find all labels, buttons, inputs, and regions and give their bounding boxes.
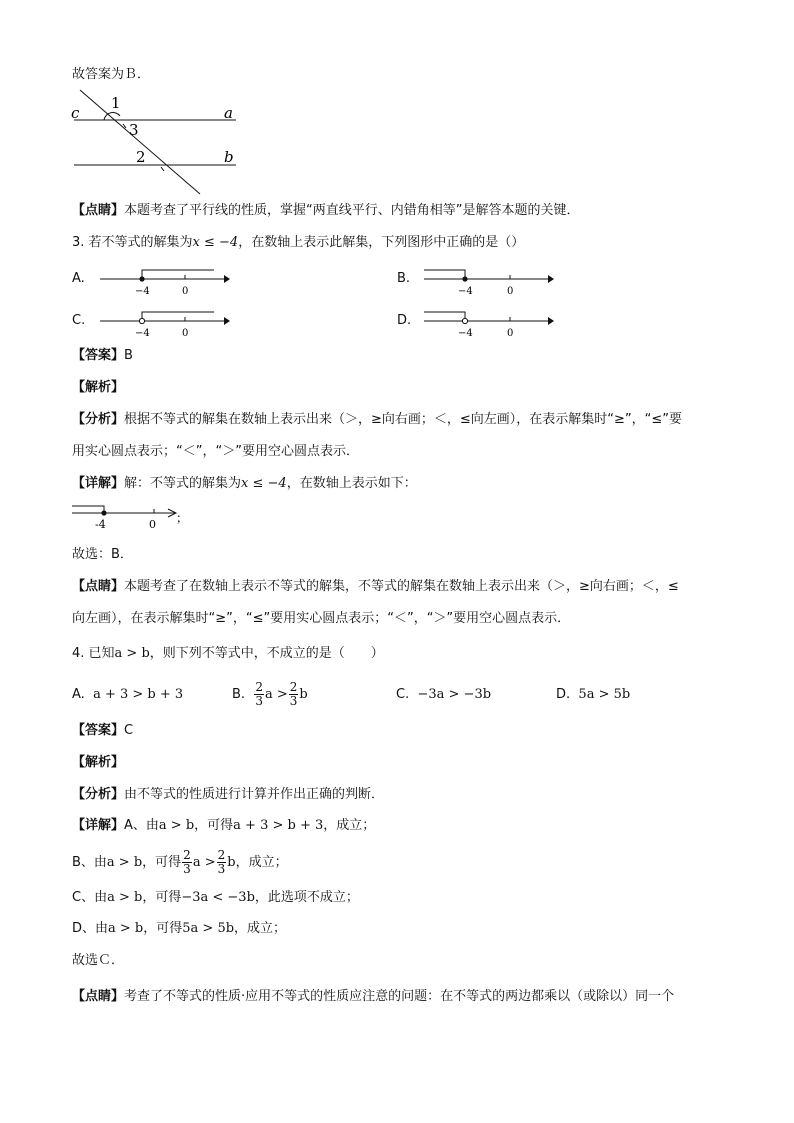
q3-stem-text: 3. 若不等式的解集为 xyxy=(72,235,193,250)
q3-option-d-label: D. xyxy=(397,313,412,328)
q3-dianjing-line-2: 向左画），在表示解集时“≥”，“≤”要用实心圆点表示；“＜”，“＞”要用空心圆点表示． xyxy=(72,611,571,626)
fenxi-tag: 【分析】 xyxy=(72,787,125,802)
fraction: $\frac{2}{3}$ xyxy=(183,848,191,876)
q3-fenxi-line-1 xyxy=(72,411,682,429)
parallel-lines-figure xyxy=(66,88,246,200)
dianjing-paragraph xyxy=(72,202,580,220)
dianjing-tag: 【点睛】 xyxy=(72,989,125,1004)
tick-neg4: -4 xyxy=(95,518,106,531)
q4-option-c xyxy=(396,686,491,704)
option-label: C. xyxy=(396,687,410,702)
dianjing-text: 考查了不等式的性质·应用不等式的性质应注意的问题：在不等式的两边都乘以（或除以）同一个 xyxy=(124,989,675,1004)
tick-0: 0 xyxy=(182,286,189,297)
tick-neg4: −4 xyxy=(458,328,473,339)
question-4-stem xyxy=(72,645,384,663)
semicolon: ； xyxy=(176,511,189,525)
q3-option-b-numberline xyxy=(420,268,556,300)
option-label: A. xyxy=(72,687,85,702)
fraction: $\frac{2}{3}$ xyxy=(255,680,263,708)
q4-dianjing xyxy=(72,988,674,1006)
q3-option-a-label: A. xyxy=(72,271,85,286)
answer-value: C xyxy=(124,723,134,738)
option-expr: −3a > −3b xyxy=(417,687,492,702)
fenxi-text: 由不等式的性质进行计算并作出正确的判断． xyxy=(124,787,385,802)
angle-1-label: 1 xyxy=(111,94,121,112)
q4-detail-c: C、由a > b，可得−3a < −3b，此选项不成立； xyxy=(72,890,359,905)
q4-fenxi xyxy=(72,786,384,804)
option-label: D. xyxy=(556,687,571,702)
angle-3-label: 3 xyxy=(129,121,139,139)
q3-option-b-label: B. xyxy=(397,271,411,286)
q4-option-a xyxy=(72,686,183,704)
answer-value: B xyxy=(124,348,133,363)
option-expr: b xyxy=(299,687,308,702)
q3-dianjing-line-1 xyxy=(72,578,679,596)
q4-stem-math: a > b xyxy=(114,646,150,661)
q3-stem-text-end: ，在数轴上表示此解集，下列图形中正确的是（） xyxy=(238,235,525,250)
label-a: a xyxy=(224,104,233,122)
q3-stem-math: x ≤ −4 xyxy=(192,235,239,250)
option-expr: a > xyxy=(264,687,288,702)
xiangjie-text-end: ，在数轴上表示如下： xyxy=(286,476,417,491)
tick-neg4: −4 xyxy=(135,286,150,297)
answer-tag: 【答案】 xyxy=(72,723,125,738)
q3-option-c-numberline xyxy=(96,310,232,342)
q3-option-d-numberline xyxy=(420,310,556,342)
answer-line: 故答案为Ｂ． xyxy=(72,67,151,82)
label-b: b xyxy=(224,148,234,166)
q3-fenxi-line-2: 用实心圆点表示；“＜”，“＞”要用空心圆点表示． xyxy=(72,444,359,459)
q4-guxuan: 故选Ｃ． xyxy=(72,953,125,968)
q4-detail-b: B、由a > b，可得 $\frac{2}{3}$ a > $\frac{2}{3}$ b，成立； xyxy=(72,848,288,876)
dianjing-tag: 【点睛】 xyxy=(72,579,125,594)
q3-jiexi-heading: 【解析】 xyxy=(72,380,125,395)
xiangjie-tag: 【详解】 xyxy=(72,818,125,833)
tick-neg4: −4 xyxy=(458,286,473,297)
q3-option-c-label: C. xyxy=(72,313,86,328)
q4-stem-text: 4. 已知 xyxy=(72,646,115,661)
tick-neg4: −4 xyxy=(135,328,150,339)
q4-option-d xyxy=(556,686,630,704)
q3-option-a-numberline xyxy=(96,268,232,300)
q4-option-b xyxy=(232,678,308,712)
fraction: $\frac{2}{3}$ xyxy=(217,848,226,876)
q4-detail-a: 【详解】A、由a > b，可得a + 3 > b + 3，成立； xyxy=(72,818,376,833)
label-c: c xyxy=(71,104,80,122)
q3-xiangjie xyxy=(72,475,417,493)
tick-0: 0 xyxy=(507,328,514,339)
tick-0: 0 xyxy=(149,518,156,531)
q4-stem-text-end: ，则下列不等式中，不成立的是（ ） xyxy=(149,646,384,661)
option-expr: a + 3 > b + 3 xyxy=(93,687,184,702)
xiangjie-math: x ≤ −4 xyxy=(241,476,287,491)
fraction: $\frac{2}{3}$ xyxy=(289,680,298,708)
dianjing-text: 本题考查了在数轴上表示不等式的解集，不等式的解集在数轴上表示出来（＞，≥向右画；＜，≤ xyxy=(124,579,679,594)
q4-answer xyxy=(72,722,133,740)
fenxi-tag: 【分析】 xyxy=(72,412,125,427)
q4-jiexi-heading: 【解析】 xyxy=(72,755,125,770)
angle-2-label: 2 xyxy=(136,148,146,166)
xiangjie-tag: 【详解】 xyxy=(72,476,125,491)
option-expr: 5a > 5b xyxy=(578,687,631,702)
dianjing-tag: 【点睛】 xyxy=(72,203,125,218)
q4-detail-d: D、由a > b，可得5a > 5b，成立； xyxy=(72,921,287,936)
tick-0: 0 xyxy=(507,286,514,297)
dianjing-text: 本题考查了平行线的性质，掌握“两直线平行、内错角相等”是解答本题的关键． xyxy=(124,203,580,218)
tick-0: 0 xyxy=(182,328,189,339)
q3-answer xyxy=(72,347,133,365)
question-3-stem xyxy=(72,234,524,252)
fenxi-text: 根据不等式的解集在数轴上表示出来（＞，≥向右画；＜，≤向左画），在表示解集时“≥”，“≤”要 xyxy=(124,412,683,427)
xiangjie-text: 解：不等式的解集为 xyxy=(124,476,242,491)
q3-guxuan: 故选：B． xyxy=(72,547,133,562)
option-label: B. xyxy=(232,687,246,702)
answer-tag: 【答案】 xyxy=(72,348,125,363)
q3-solution-numberline xyxy=(68,502,198,532)
